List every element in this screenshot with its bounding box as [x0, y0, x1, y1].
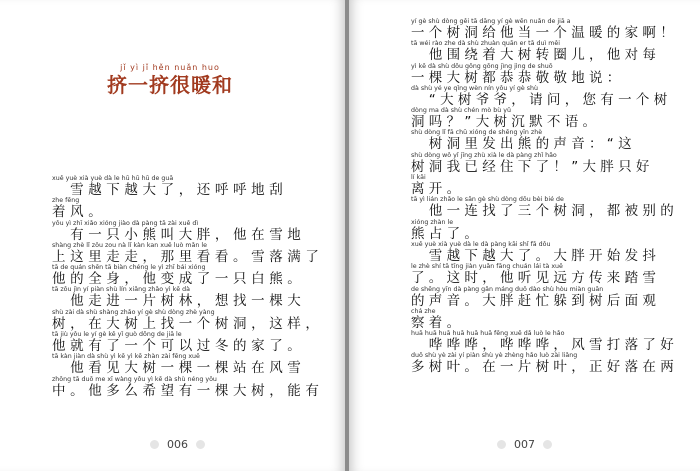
pinyin-line: duō shù yè zài yí piàn shù yè zhèng hǎo luò zài liǎng [411, 352, 578, 360]
hanzi-line: 离开。 [411, 181, 465, 198]
pinyin-line: shàng zhè lǐ zǒu zou nà lǐ kàn kan xuě luò mǎn le [52, 241, 208, 249]
left-page-text [52, 175, 324, 399]
text-line [411, 308, 643, 330]
pinyin-line: dòng ma dà shù chén mò bù yǔ [411, 107, 511, 115]
left-page-number-label: 006 [167, 438, 188, 451]
pinyin-line: chá zhe [411, 307, 436, 315]
text-line [411, 84, 672, 108]
hanzi-line: 雪越下越大了，还呼呼地刮 [52, 182, 288, 198]
pinyin-line: xuě yuè xià yuè dà le dà pàng kāi shǐ fā dǒu [411, 240, 551, 248]
hanzi-line: 他的全身，他变成了一只白熊。 [52, 271, 306, 288]
pinyin-line: huā huā huā huā huā huā fēng xuě dǎ luò le hǎo [411, 330, 565, 338]
pinyin-line: xióng zhàn le [411, 218, 454, 226]
text-line [411, 63, 643, 85]
page-dot-decoration [497, 440, 506, 449]
hanzi-line: 他围绕着大树转圈儿，他对每 [411, 47, 661, 64]
text-line [411, 18, 678, 41]
text-line [52, 308, 324, 332]
right-page-number [497, 438, 552, 451]
hanzi-line: 多树叶。在一片树叶，正好落在两 [411, 359, 678, 376]
right-page-text [411, 18, 678, 376]
pinyin-line: xuě yuè xià yuè dà le hū hū hū de guā [52, 175, 174, 182]
pinyin-line: lí kāi [411, 174, 426, 182]
hanzi-line: 熊占了。 [411, 225, 483, 242]
pinyin-line: tā de quán shēn tā biàn chéng le yì zhī bái xióng [52, 264, 206, 272]
hanzi-line: 哗哗哗，哗哗哗，风雪打落了好 [411, 337, 678, 354]
text-line [411, 196, 678, 220]
text-line [411, 352, 678, 376]
hanzi-line: 雪越下越大了。大胖开始发抖 [411, 247, 661, 264]
hanzi-line: 有一只小熊叫大胖，他在雪地 [52, 226, 306, 243]
page-dot-decoration [196, 440, 205, 449]
hanzi-line: 他一连找了三个树洞，都被别的 [411, 203, 678, 220]
pinyin-line: tā zǒu jìn yí piàn shù lín xiǎng zhǎo yì kē dà [52, 286, 190, 294]
hanzi-line: 他看见大树一棵一棵站在风雪 [52, 360, 306, 377]
right-page-number-label: 007 [514, 438, 535, 451]
text-line [411, 107, 643, 129]
text-line [411, 263, 661, 287]
pinyin-line: tā kàn jiàn dà shù yì kē yì kē zhàn zài fēng xuě [52, 353, 200, 361]
text-line [52, 219, 306, 243]
text-line [411, 240, 661, 264]
left-page-number [150, 438, 205, 451]
story-title: 挤一挤很暖和 [107, 73, 233, 97]
hanzi-line: 洞吗？”大树沉默不语。 [411, 114, 601, 131]
text-line [411, 285, 661, 309]
page-dot-decoration [543, 440, 552, 449]
pinyin-line: shù zài dà shù shàng zhǎo yí gè shù dòng zhè yàng [52, 308, 215, 316]
pinyin-line: de shēng yīn dà pàng gǎn máng duǒ dào shù hòu miàn guān [411, 285, 604, 293]
text-line [52, 241, 324, 265]
text-line [52, 264, 306, 288]
hanzi-line: 中。他多么希望有一棵大树，能有 [52, 382, 324, 399]
story-title-block [100, 62, 240, 97]
hanzi-line: 一个树洞给他当一个温暖的家啊！ [411, 25, 678, 41]
story-title-pinyin: jǐ yì jǐ hěn nuǎn huo [120, 63, 220, 72]
hanzi-line: 一棵大树都恭恭敬敬地说： [411, 69, 625, 86]
hanzi-line: 他就有了一个可以过冬的家了。 [52, 338, 306, 355]
hanzi-line: 上这里走走，那里看看。雪落满了 [52, 248, 324, 265]
pinyin-line: le zhè shí tā tīng jiàn yuǎn fāng chuán lái tà xuě [411, 263, 563, 271]
text-line [52, 197, 302, 219]
hanzi-line: 着风。 [52, 204, 107, 221]
pinyin-line: zhōng tā duō me xī wàng yǒu yì kē dà shù néng yǒu [52, 375, 217, 383]
text-line [411, 129, 643, 151]
text-line [411, 330, 678, 354]
text-line [52, 353, 306, 377]
text-line [52, 286, 306, 310]
pinyin-line: yì kē dà shù dōu gōng gōng jìng jìng de shuō [411, 62, 553, 70]
text-line [411, 40, 661, 64]
text-line [52, 331, 306, 355]
hanzi-line: 树，在大树上找一个树洞，这样， [52, 315, 324, 332]
pinyin-line: yí gè shù dòng gěi tā dāng yí gè wēn nuǎn de jiā a [411, 18, 571, 25]
text-line [52, 175, 302, 197]
hanzi-line: 的声音。大胖赶忙躲到树后面观 [411, 292, 661, 309]
hanzi-line: 他走进一片树林，想找一棵大 [52, 293, 306, 310]
hanzi-line: 了。这时，他听见远方传来踏雪 [411, 270, 661, 287]
pinyin-line: yǒu yì zhī xiǎo xióng jiào dà pàng tā zài xuě dì [52, 219, 199, 227]
pinyin-line: zhe fēng [52, 197, 80, 205]
hanzi-line: 树洞里发出熊的声音：“这 [411, 136, 636, 153]
pinyin-line: shù dòng lǐ fā chū xióng de shēng yīn zhè [411, 129, 543, 137]
left-page [0, 0, 345, 471]
text-line [411, 219, 643, 241]
pinyin-line: tā yì lián zhǎo le sān gè shù dòng dōu bèi bié de [411, 196, 564, 204]
page-dot-decoration [150, 440, 159, 449]
text-line [52, 375, 324, 399]
hanzi-line: 树洞我已经住下了！”大胖只好 [411, 158, 654, 175]
hanzi-line: “大树爷爷，请问，您有一个树 [411, 91, 672, 108]
pinyin-line: tā jiù yǒu le yí gè kě yǐ guò dōng de jiā le [52, 331, 182, 339]
text-line [411, 174, 643, 196]
pinyin-line: tā wéi rào zhe dà shù zhuàn quān er tā duì měi [411, 40, 560, 48]
text-line [411, 151, 654, 175]
pinyin-line: shù dòng wǒ yǐ jīng zhù xià le dà pàng zhǐ hǎo [411, 151, 557, 159]
pinyin-line: dà shù yé ye qǐng wèn nín yǒu yí gè shù [411, 84, 538, 92]
hanzi-line: 察着。 [411, 314, 465, 331]
